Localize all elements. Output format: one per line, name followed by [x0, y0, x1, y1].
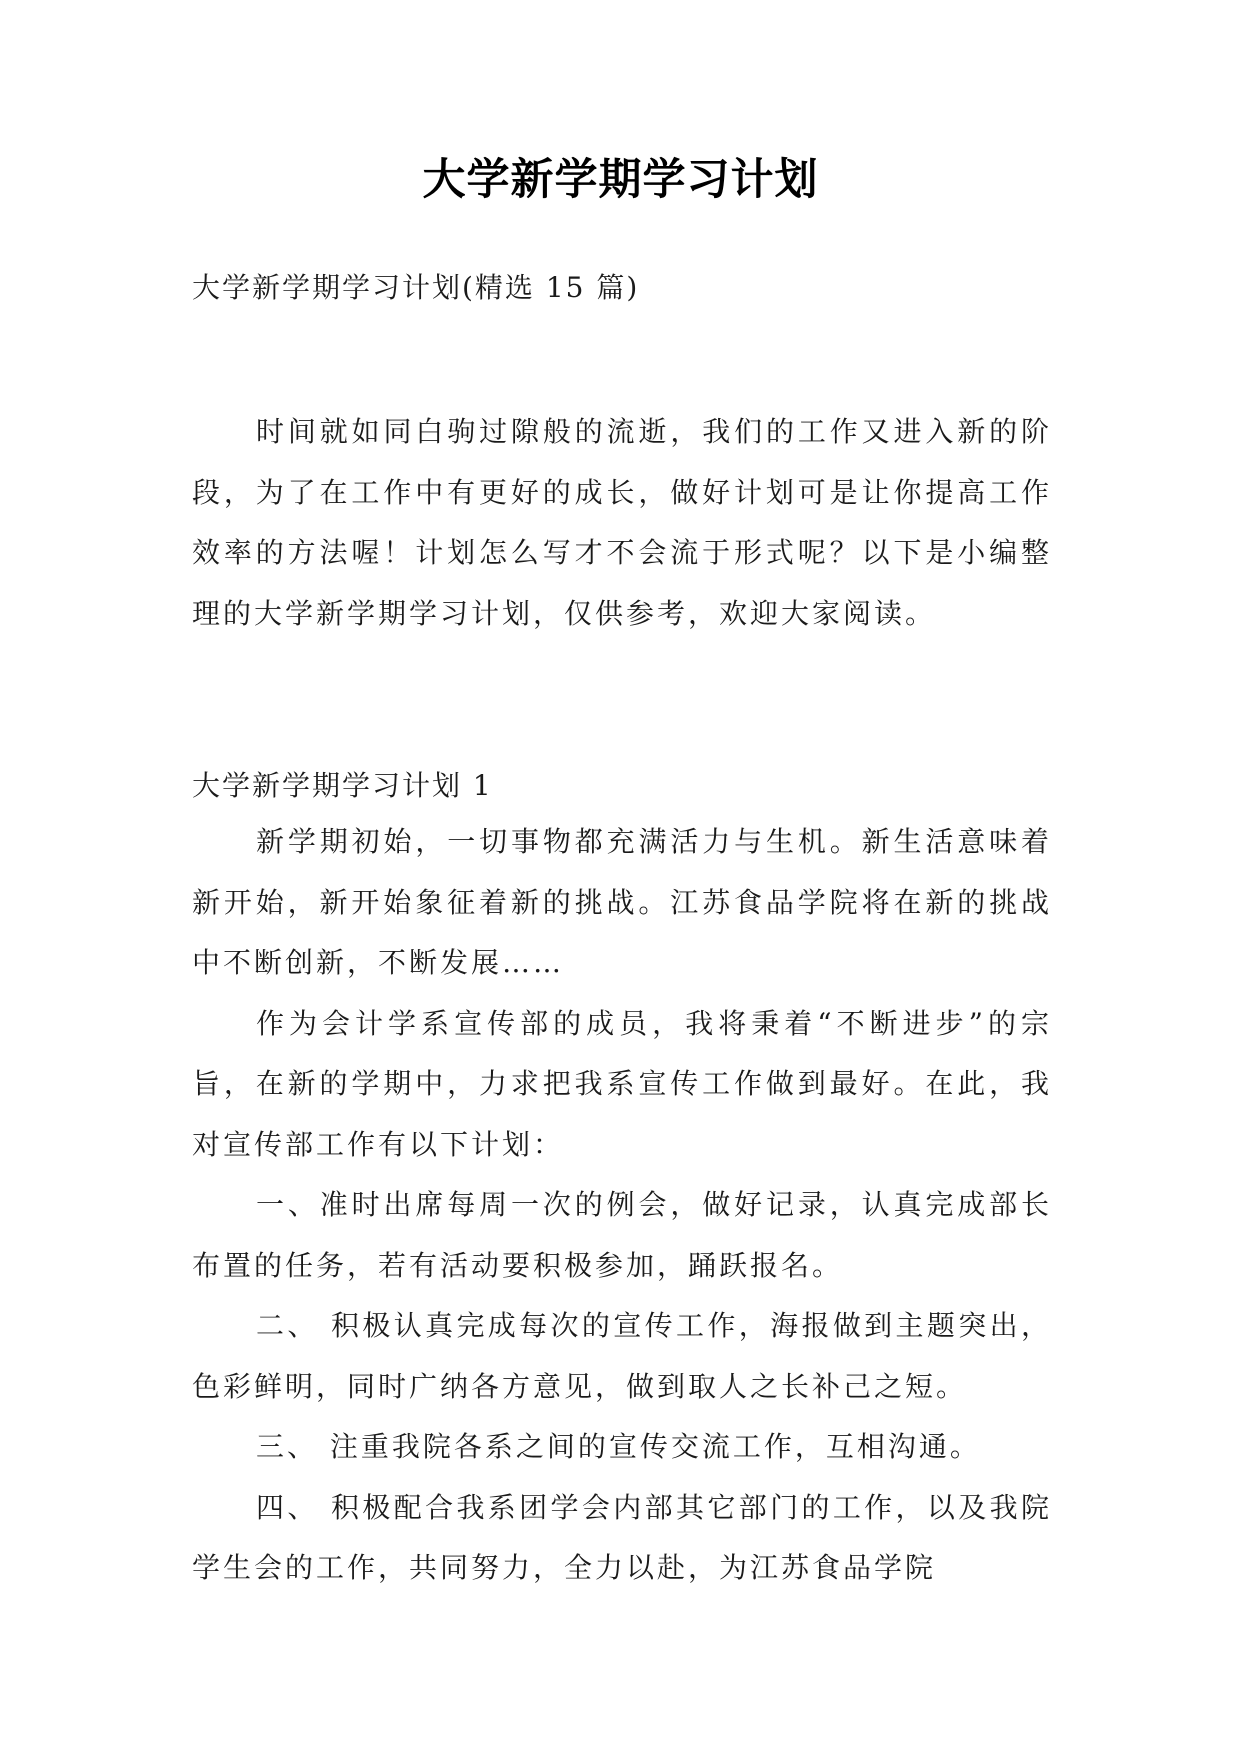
body-paragraph: 作为会计学系宣传部的成员，我将秉着“不断进步”的宗旨，在新的学期中，力求把我系宣传工作做到最好。在此，我对宣传部工作有以下计划： [192, 1006, 1052, 1161]
document-subtitle: 大学新学期学习计划(精选 15 篇) [192, 271, 640, 304]
document-title: 大学新学期学习计划 [422, 155, 819, 205]
body-paragraph: 二、 积极认真完成每次的宣传工作，海报做到主题突出，色彩鲜明，同时广纳各方意见，做到取人之长补己之短。 [192, 1309, 1052, 1403]
intro-paragraph: 时间就如同白驹过隙般的流逝，我们的工作又进入新的阶段，为了在工作中有更好的成长，做好计划可是让你提高工作效率的方法喔！计划怎么写才不会流于形式呢？以下是小编整理的大学新学期学习计划，仅供参考，欢迎大家阅读。 [192, 415, 1052, 630]
section-heading: 大学新学期学习计划 1 [192, 769, 493, 802]
body-paragraph: 三、 注重我院各系之间的宣传交流工作，互相沟通。 [256, 1430, 981, 1463]
body-paragraph: 新学期初始，一切事物都充满活力与生机。新生活意味着新开始，新开始象征着新的挑战。江苏食品学院将在新的挑战中不断创新，不断发展…… [192, 825, 1052, 979]
section-body [192, 812, 1052, 1599]
body-paragraph: 四、 积极配合我系团学会内部其它部门的工作，以及我院学生会的工作，共同努力，全力以赴，为江苏食品学院 [192, 1490, 1052, 1584]
body-paragraph: 一、准时出席每周一次的例会，做好记录，认真完成部长布置的任务，若有活动要积极参加，踊跃报名。 [192, 1188, 1052, 1282]
